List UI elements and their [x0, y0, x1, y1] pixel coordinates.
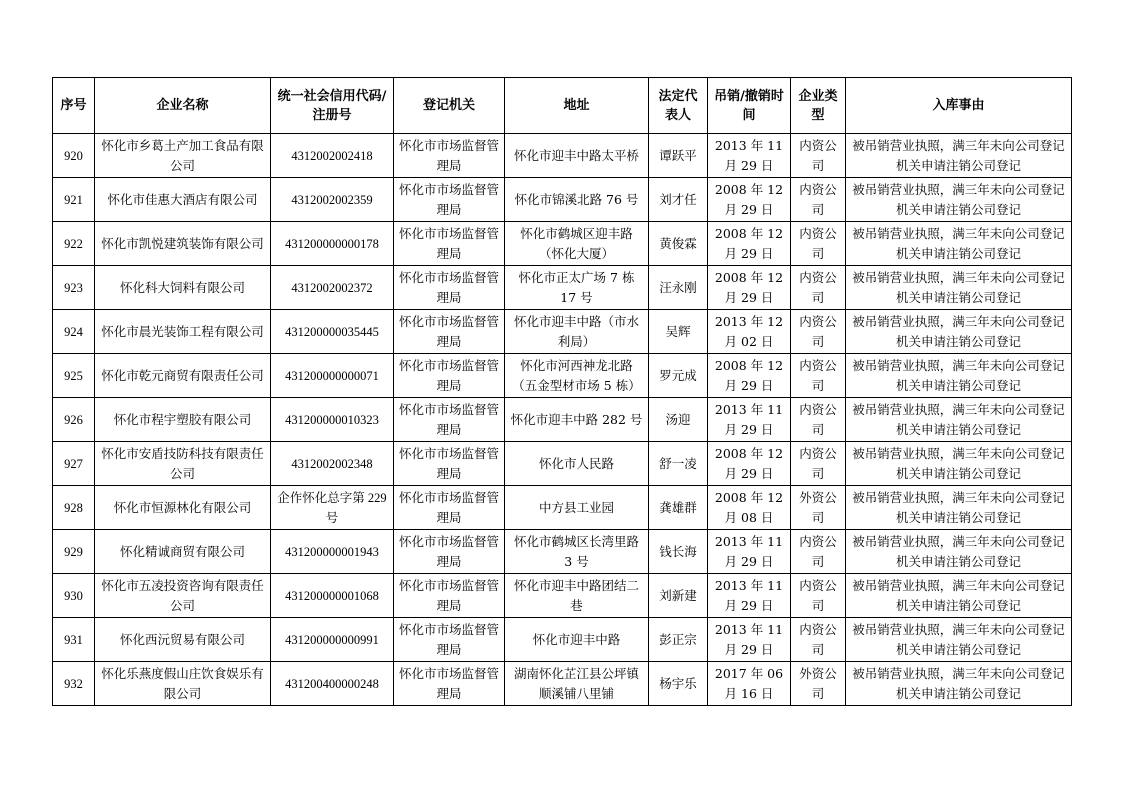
cell-address: 怀化市鹤城区长湾里路 3 号 [505, 530, 649, 574]
cell-address: 怀化市迎丰中路（市水利局） [505, 310, 649, 354]
cell-legal-rep: 谭跃平 [649, 134, 708, 178]
cell-address: 怀化市迎丰中路 [505, 618, 649, 662]
table-row [53, 486, 1072, 530]
cell-reason: 被吊销营业执照，满三年未向公司登记机关申请注销公司登记 [846, 354, 1072, 398]
cell-company-name: 怀化市五凌投资咨询有限责任公司 [95, 574, 271, 618]
cell-revocation-time: 2008 年 12 月 29 日 [708, 222, 791, 266]
cell-registration-authority: 怀化市市场监督管理局 [394, 354, 505, 398]
cell-company-type: 内资公司 [791, 266, 846, 310]
cell-company-name: 怀化市佳惠大酒店有限公司 [95, 178, 271, 222]
cell-address: 怀化市正太广场 7 栋 17 号 [505, 266, 649, 310]
cell-legal-rep: 汤迎 [649, 398, 708, 442]
cell-company-type: 内资公司 [791, 398, 846, 442]
cell-credit-code: 431200000001068 [271, 574, 394, 618]
cell-credit-code: 4312002002348 [271, 442, 394, 486]
cell-company-name: 怀化市程宇塑胶有限公司 [95, 398, 271, 442]
cell-revocation-time: 2008 年 12 月 29 日 [708, 178, 791, 222]
cell-company-name: 怀化市乡葛土产加工食品有限公司 [95, 134, 271, 178]
cell-company-type: 内资公司 [791, 574, 846, 618]
cell-legal-rep: 黄俊霖 [649, 222, 708, 266]
cell-revocation-time: 2017 年 06 月 16 日 [708, 662, 791, 706]
cell-company-name: 怀化科大饲料有限公司 [95, 266, 271, 310]
cell-registration-authority: 怀化市市场监督管理局 [394, 662, 505, 706]
cell-credit-code: 431200000000071 [271, 354, 394, 398]
enterprise-table [52, 77, 1072, 706]
cell-seq: 927 [53, 442, 95, 486]
table-header [53, 78, 1072, 134]
cell-registration-authority: 怀化市市场监督管理局 [394, 442, 505, 486]
table-row [53, 310, 1072, 354]
cell-address: 怀化市迎丰中路团结二巷 [505, 574, 649, 618]
table-row [53, 178, 1072, 222]
cell-reason: 被吊销营业执照，满三年未向公司登记机关申请注销公司登记 [846, 310, 1072, 354]
table-row [53, 266, 1072, 310]
cell-reason: 被吊销营业执照，满三年未向公司登记机关申请注销公司登记 [846, 222, 1072, 266]
table-row [53, 618, 1072, 662]
cell-legal-rep: 杨宇乐 [649, 662, 708, 706]
cell-credit-code: 4312002002418 [271, 134, 394, 178]
cell-credit-code: 4312002002372 [271, 266, 394, 310]
header-company-type: 企业类型 [791, 78, 846, 134]
cell-seq: 924 [53, 310, 95, 354]
cell-seq: 931 [53, 618, 95, 662]
cell-company-name: 怀化市安盾技防科技有限责任公司 [95, 442, 271, 486]
cell-registration-authority: 怀化市市场监督管理局 [394, 486, 505, 530]
cell-registration-authority: 怀化市市场监督管理局 [394, 266, 505, 310]
cell-company-type: 内资公司 [791, 442, 846, 486]
cell-reason: 被吊销营业执照，满三年未向公司登记机关申请注销公司登记 [846, 134, 1072, 178]
cell-seq: 929 [53, 530, 95, 574]
cell-legal-rep: 刘才任 [649, 178, 708, 222]
cell-revocation-time: 2013 年 11 月 29 日 [708, 530, 791, 574]
header-company-name: 企业名称 [95, 78, 271, 134]
cell-company-type: 内资公司 [791, 178, 846, 222]
cell-legal-rep: 罗元成 [649, 354, 708, 398]
header-reason: 入库事由 [846, 78, 1072, 134]
cell-company-type: 外资公司 [791, 486, 846, 530]
cell-seq: 920 [53, 134, 95, 178]
table-row [53, 398, 1072, 442]
cell-seq: 922 [53, 222, 95, 266]
cell-company-type: 外资公司 [791, 662, 846, 706]
cell-company-type: 内资公司 [791, 530, 846, 574]
cell-legal-rep: 钱长海 [649, 530, 708, 574]
cell-seq: 928 [53, 486, 95, 530]
cell-company-name: 怀化市乾元商贸有限责任公司 [95, 354, 271, 398]
header-revocation-time: 吊销/撤销时间 [708, 78, 791, 134]
cell-revocation-time: 2013 年 11 月 29 日 [708, 574, 791, 618]
cell-registration-authority: 怀化市市场监督管理局 [394, 398, 505, 442]
cell-revocation-time: 2013 年 11 月 29 日 [708, 134, 791, 178]
cell-registration-authority: 怀化市市场监督管理局 [394, 530, 505, 574]
table-body [53, 134, 1072, 706]
header-credit-code: 统一社会信用代码/注册号 [271, 78, 394, 134]
cell-company-name: 怀化市晨光装饰工程有限公司 [95, 310, 271, 354]
cell-seq: 926 [53, 398, 95, 442]
cell-reason: 被吊销营业执照，满三年未向公司登记机关申请注销公司登记 [846, 398, 1072, 442]
cell-registration-authority: 怀化市市场监督管理局 [394, 574, 505, 618]
cell-company-name: 怀化乐燕度假山庄饮食娱乐有限公司 [95, 662, 271, 706]
cell-reason: 被吊销营业执照，满三年未向公司登记机关申请注销公司登记 [846, 178, 1072, 222]
cell-registration-authority: 怀化市市场监督管理局 [394, 310, 505, 354]
cell-reason: 被吊销营业执照，满三年未向公司登记机关申请注销公司登记 [846, 574, 1072, 618]
table-row [53, 662, 1072, 706]
cell-credit-code: 431200000000178 [271, 222, 394, 266]
cell-revocation-time: 2008 年 12 月 29 日 [708, 266, 791, 310]
cell-company-type: 内资公司 [791, 354, 846, 398]
cell-legal-rep: 龚雄群 [649, 486, 708, 530]
header-row [53, 78, 1072, 134]
cell-credit-code: 431200000010323 [271, 398, 394, 442]
cell-credit-code: 企作怀化总字第 229 号 [271, 486, 394, 530]
cell-reason: 被吊销营业执照，满三年未向公司登记机关申请注销公司登记 [846, 266, 1072, 310]
table-row [53, 442, 1072, 486]
cell-credit-code: 431200400000248 [271, 662, 394, 706]
table-row [53, 574, 1072, 618]
cell-reason: 被吊销营业执照，满三年未向公司登记机关申请注销公司登记 [846, 530, 1072, 574]
cell-seq: 932 [53, 662, 95, 706]
cell-address: 湖南怀化芷江县公坪镇顺溪铺八里铺 [505, 662, 649, 706]
cell-address: 怀化市迎丰中路太平桥 [505, 134, 649, 178]
header-seq: 序号 [53, 78, 95, 134]
cell-legal-rep: 彭正宗 [649, 618, 708, 662]
cell-credit-code: 431200000000991 [271, 618, 394, 662]
cell-registration-authority: 怀化市市场监督管理局 [394, 618, 505, 662]
cell-company-type: 内资公司 [791, 222, 846, 266]
cell-company-name: 怀化市恒源林化有限公司 [95, 486, 271, 530]
cell-revocation-time: 2008 年 12 月 08 日 [708, 486, 791, 530]
cell-legal-rep: 汪永刚 [649, 266, 708, 310]
header-address: 地址 [505, 78, 649, 134]
cell-legal-rep: 吴辉 [649, 310, 708, 354]
cell-credit-code: 4312002002359 [271, 178, 394, 222]
table-row [53, 530, 1072, 574]
cell-address: 怀化市人民路 [505, 442, 649, 486]
cell-company-name: 怀化西沅贸易有限公司 [95, 618, 271, 662]
cell-seq: 930 [53, 574, 95, 618]
cell-address: 怀化市河西神龙北路（五金型材市场 5 栋） [505, 354, 649, 398]
table-row [53, 222, 1072, 266]
cell-seq: 925 [53, 354, 95, 398]
table-row [53, 354, 1072, 398]
cell-registration-authority: 怀化市市场监督管理局 [394, 178, 505, 222]
table-row [53, 134, 1072, 178]
header-registration-authority: 登记机关 [394, 78, 505, 134]
cell-revocation-time: 2008 年 12 月 29 日 [708, 354, 791, 398]
cell-revocation-time: 2008 年 12 月 29 日 [708, 442, 791, 486]
cell-revocation-time: 2013 年 12 月 02 日 [708, 310, 791, 354]
cell-credit-code: 431200000035445 [271, 310, 394, 354]
cell-address: 怀化市迎丰中路 282 号 [505, 398, 649, 442]
cell-registration-authority: 怀化市市场监督管理局 [394, 222, 505, 266]
cell-company-name: 怀化市凯悦建筑装饰有限公司 [95, 222, 271, 266]
cell-address: 怀化市鹤城区迎丰路（怀化大厦） [505, 222, 649, 266]
cell-seq: 923 [53, 266, 95, 310]
cell-revocation-time: 2013 年 11 月 29 日 [708, 618, 791, 662]
cell-seq: 921 [53, 178, 95, 222]
cell-company-type: 内资公司 [791, 618, 846, 662]
cell-company-type: 内资公司 [791, 134, 846, 178]
cell-reason: 被吊销营业执照，满三年未向公司登记机关申请注销公司登记 [846, 442, 1072, 486]
header-legal-rep: 法定代表人 [649, 78, 708, 134]
cell-address: 怀化市锦溪北路 76 号 [505, 178, 649, 222]
cell-company-name: 怀化精诚商贸有限公司 [95, 530, 271, 574]
cell-legal-rep: 舒一凌 [649, 442, 708, 486]
cell-registration-authority: 怀化市市场监督管理局 [394, 134, 505, 178]
cell-reason: 被吊销营业执照，满三年未向公司登记机关申请注销公司登记 [846, 486, 1072, 530]
cell-reason: 被吊销营业执照，满三年未向公司登记机关申请注销公司登记 [846, 618, 1072, 662]
cell-credit-code: 431200000001943 [271, 530, 394, 574]
cell-revocation-time: 2013 年 11 月 29 日 [708, 398, 791, 442]
cell-company-type: 内资公司 [791, 310, 846, 354]
cell-reason: 被吊销营业执照，满三年未向公司登记机关申请注销公司登记 [846, 662, 1072, 706]
cell-address: 中方县工业园 [505, 486, 649, 530]
cell-legal-rep: 刘新建 [649, 574, 708, 618]
